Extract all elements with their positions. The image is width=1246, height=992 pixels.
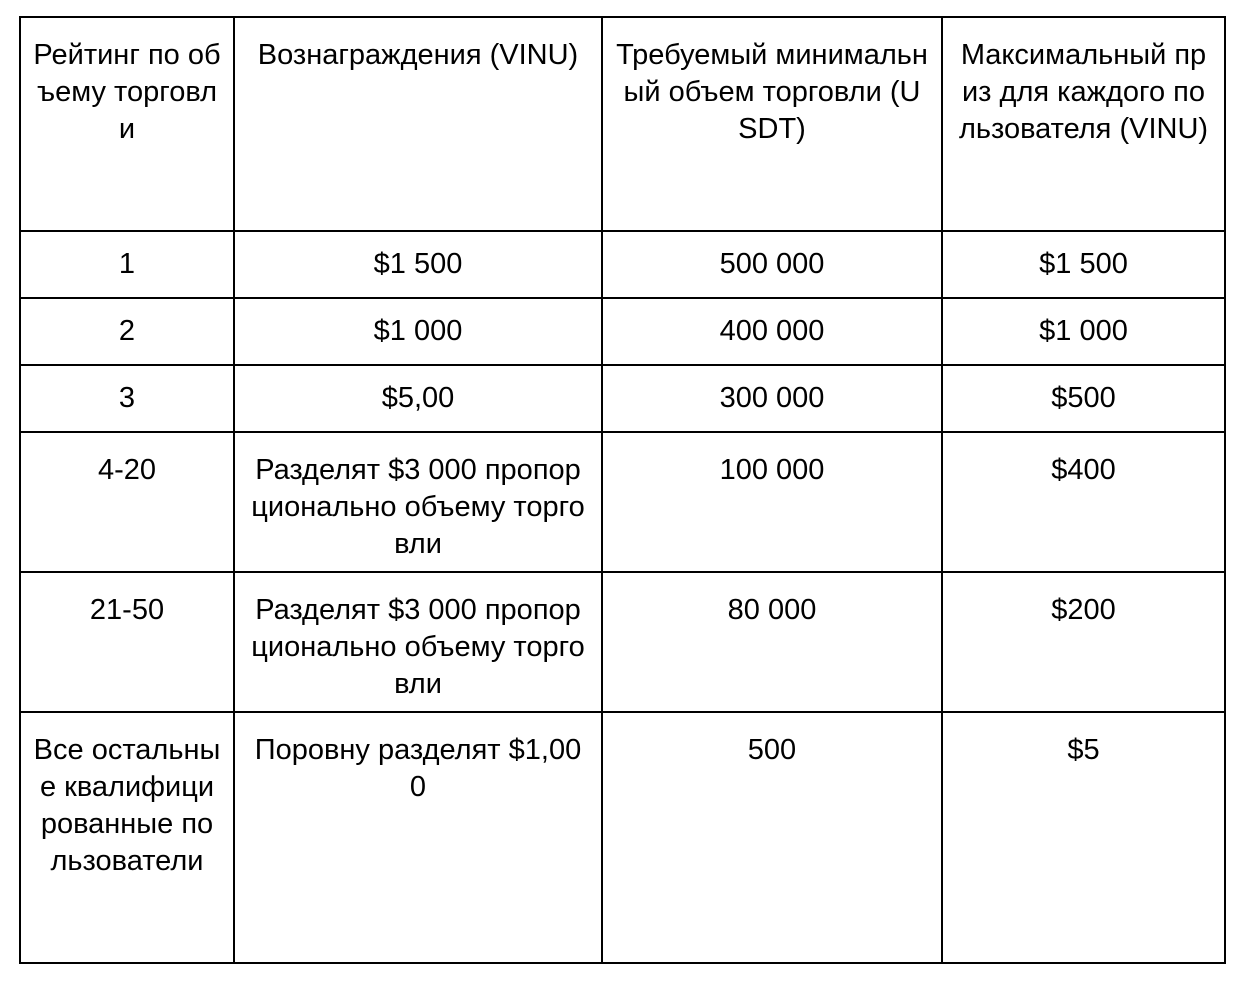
cell-rank: 21-50 [20, 572, 234, 712]
table-row [20, 432, 1225, 572]
cell-rewards: $1 000 [234, 298, 602, 365]
table-row [20, 298, 1225, 365]
cell-rewards: $1 500 [234, 231, 602, 298]
cell-max-prize: $400 [942, 432, 1225, 572]
cell-max-prize: $500 [942, 365, 1225, 432]
rewards-table [19, 16, 1226, 964]
cell-rank: Все остальные квалифицированные пользователи [20, 712, 234, 963]
table-header-row [20, 17, 1225, 231]
cell-min-volume: 500 000 [602, 231, 942, 298]
cell-rewards: Поровну разделят $1,000 [234, 712, 602, 963]
cell-max-prize: $5 [942, 712, 1225, 963]
cell-min-volume: 500 [602, 712, 942, 963]
cell-max-prize: $1 500 [942, 231, 1225, 298]
cell-rewards: Разделят $3 000 пропорционально объему торговли [234, 572, 602, 712]
cell-min-volume: 80 000 [602, 572, 942, 712]
cell-max-prize: $1 000 [942, 298, 1225, 365]
header-max-prize: Максимальный приз для каждого пользователя (VINU) [942, 17, 1225, 231]
header-rewards: Вознаграждения (VINU) [234, 17, 602, 231]
header-min-volume: Требуемый минимальный объем торговли (USDT) [602, 17, 942, 231]
table-row [20, 365, 1225, 432]
table-row [20, 572, 1225, 712]
cell-rank: 1 [20, 231, 234, 298]
cell-rewards: Разделят $3 000 пропорционально объему торговли [234, 432, 602, 572]
cell-rank: 3 [20, 365, 234, 432]
cell-max-prize: $200 [942, 572, 1225, 712]
header-rank: Рейтинг по объему торговли [20, 17, 234, 231]
cell-rank: 2 [20, 298, 234, 365]
table-row [20, 231, 1225, 298]
cell-rewards: $5,00 [234, 365, 602, 432]
cell-min-volume: 100 000 [602, 432, 942, 572]
table-row [20, 712, 1225, 963]
cell-min-volume: 400 000 [602, 298, 942, 365]
cell-min-volume: 300 000 [602, 365, 942, 432]
cell-rank: 4-20 [20, 432, 234, 572]
